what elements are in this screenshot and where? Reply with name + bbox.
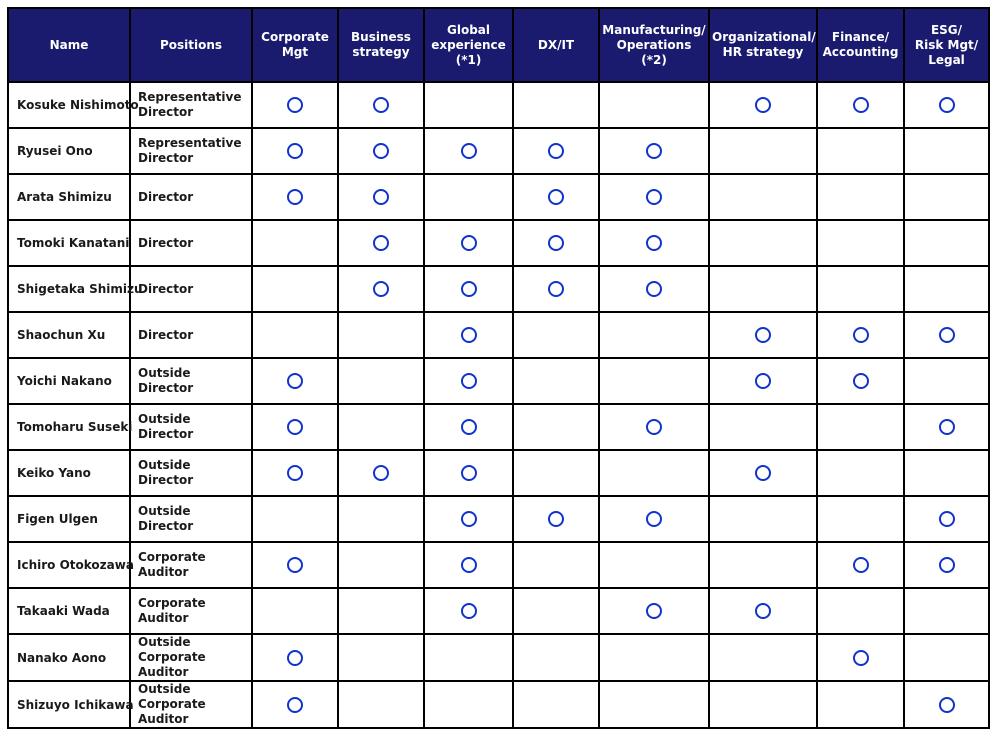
skill-cell-organizational-hr-strategy <box>709 358 817 404</box>
skill-cell-esg-risk-legal <box>904 634 989 681</box>
skill-cell-finance-accounting <box>817 220 904 266</box>
table-row <box>8 496 989 542</box>
skill-check-circle-icon <box>461 603 477 619</box>
skill-cell-global-experience <box>424 128 513 174</box>
skill-cell-organizational-hr-strategy <box>709 634 817 681</box>
member-name: Kosuke Nishimoto <box>8 82 130 128</box>
skill-cell-organizational-hr-strategy <box>709 681 817 728</box>
skill-cell-finance-accounting <box>817 82 904 128</box>
skill-cell-global-experience <box>424 404 513 450</box>
skill-cell-manufacturing-operations <box>599 404 709 450</box>
skill-check-circle-icon <box>646 143 662 159</box>
skill-check-circle-icon <box>939 419 955 435</box>
skill-cell-corporate-mgt <box>252 404 338 450</box>
skill-check-circle-icon <box>461 235 477 251</box>
skill-cell-esg-risk-legal <box>904 404 989 450</box>
skill-cell-organizational-hr-strategy <box>709 266 817 312</box>
skill-cell-business-strategy <box>338 128 424 174</box>
skill-cell-corporate-mgt <box>252 266 338 312</box>
skill-cell-dx-it <box>513 542 599 588</box>
member-position: Corporate Auditor <box>130 588 252 634</box>
member-name: Shaochun Xu <box>8 312 130 358</box>
skill-cell-esg-risk-legal <box>904 588 989 634</box>
skill-check-circle-icon <box>287 419 303 435</box>
skill-cell-esg-risk-legal <box>904 174 989 220</box>
skill-cell-finance-accounting <box>817 312 904 358</box>
column-header-corporate-mgt: Corporate Mgt <box>252 8 338 82</box>
skill-check-circle-icon <box>461 465 477 481</box>
skill-cell-global-experience <box>424 220 513 266</box>
skill-cell-organizational-hr-strategy <box>709 542 817 588</box>
skill-check-circle-icon <box>853 97 869 113</box>
member-position: Outside Corporate Auditor <box>130 634 252 681</box>
skill-check-circle-icon <box>755 465 771 481</box>
skill-cell-global-experience <box>424 496 513 542</box>
skill-cell-corporate-mgt <box>252 634 338 681</box>
skill-cell-business-strategy <box>338 496 424 542</box>
skill-check-circle-icon <box>287 650 303 666</box>
skill-check-circle-icon <box>373 235 389 251</box>
table-row <box>8 358 989 404</box>
skill-cell-business-strategy <box>338 312 424 358</box>
skill-check-circle-icon <box>461 511 477 527</box>
skill-cell-manufacturing-operations <box>599 174 709 220</box>
skill-cell-global-experience <box>424 174 513 220</box>
skill-cell-dx-it <box>513 634 599 681</box>
column-header-esg-risk-legal: ESG/ Risk Mgt/ Legal <box>904 8 989 82</box>
skill-cell-dx-it <box>513 588 599 634</box>
member-name: Arata Shimizu <box>8 174 130 220</box>
skill-cell-finance-accounting <box>817 266 904 312</box>
table-row <box>8 128 989 174</box>
skill-cell-organizational-hr-strategy <box>709 220 817 266</box>
member-position: Director <box>130 174 252 220</box>
skill-check-circle-icon <box>646 189 662 205</box>
table-row <box>8 82 989 128</box>
table-row <box>8 266 989 312</box>
skill-cell-corporate-mgt <box>252 542 338 588</box>
skill-cell-dx-it <box>513 220 599 266</box>
column-header-manufacturing-operations: Manufacturing/ Operations (*2) <box>599 8 709 82</box>
table-row <box>8 634 989 681</box>
skill-check-circle-icon <box>853 557 869 573</box>
skill-check-circle-icon <box>939 327 955 343</box>
skill-cell-dx-it <box>513 128 599 174</box>
skill-check-circle-icon <box>461 419 477 435</box>
skill-cell-dx-it <box>513 174 599 220</box>
skill-cell-corporate-mgt <box>252 681 338 728</box>
skill-cell-global-experience <box>424 82 513 128</box>
skill-check-circle-icon <box>287 143 303 159</box>
member-name: Takaaki Wada <box>8 588 130 634</box>
skill-cell-organizational-hr-strategy <box>709 128 817 174</box>
skill-cell-manufacturing-operations <box>599 82 709 128</box>
member-position: Outside Director <box>130 358 252 404</box>
member-position: Outside Director <box>130 404 252 450</box>
skill-cell-organizational-hr-strategy <box>709 82 817 128</box>
skill-cell-corporate-mgt <box>252 496 338 542</box>
skill-cell-global-experience <box>424 588 513 634</box>
skill-check-circle-icon <box>287 189 303 205</box>
skill-cell-manufacturing-operations <box>599 312 709 358</box>
skill-cell-corporate-mgt <box>252 174 338 220</box>
skill-check-circle-icon <box>373 465 389 481</box>
skill-check-circle-icon <box>461 143 477 159</box>
skill-cell-manufacturing-operations <box>599 542 709 588</box>
skill-cell-finance-accounting <box>817 634 904 681</box>
skill-check-circle-icon <box>939 557 955 573</box>
skill-cell-corporate-mgt <box>252 128 338 174</box>
member-name: Ryusei Ono <box>8 128 130 174</box>
skill-cell-business-strategy <box>338 681 424 728</box>
skill-check-circle-icon <box>755 603 771 619</box>
skill-cell-global-experience <box>424 542 513 588</box>
table-body <box>8 82 989 728</box>
skill-cell-finance-accounting <box>817 588 904 634</box>
skill-cell-corporate-mgt <box>252 220 338 266</box>
skill-check-circle-icon <box>548 235 564 251</box>
skill-cell-business-strategy <box>338 634 424 681</box>
member-name: Tomoharu Suseki <box>8 404 130 450</box>
skill-cell-organizational-hr-strategy <box>709 404 817 450</box>
skill-cell-esg-risk-legal <box>904 128 989 174</box>
skill-cell-dx-it <box>513 681 599 728</box>
skill-check-circle-icon <box>646 281 662 297</box>
skill-cell-dx-it <box>513 496 599 542</box>
skill-check-circle-icon <box>287 373 303 389</box>
skill-check-circle-icon <box>646 235 662 251</box>
column-header-finance-accounting: Finance/ Accounting <box>817 8 904 82</box>
column-header-dx-it: DX/IT <box>513 8 599 82</box>
skill-check-circle-icon <box>461 281 477 297</box>
skill-check-circle-icon <box>755 327 771 343</box>
member-position: Director <box>130 266 252 312</box>
skill-cell-business-strategy <box>338 266 424 312</box>
skill-check-circle-icon <box>373 97 389 113</box>
skill-cell-global-experience <box>424 358 513 404</box>
skill-check-circle-icon <box>548 281 564 297</box>
member-name: Nanako Aono <box>8 634 130 681</box>
member-position: Outside Director <box>130 450 252 496</box>
skill-cell-dx-it <box>513 266 599 312</box>
table-row <box>8 588 989 634</box>
member-position: Outside Director <box>130 496 252 542</box>
skill-cell-finance-accounting <box>817 542 904 588</box>
skill-cell-finance-accounting <box>817 404 904 450</box>
skill-cell-global-experience <box>424 266 513 312</box>
skill-cell-finance-accounting <box>817 681 904 728</box>
table-row <box>8 681 989 728</box>
table-row <box>8 312 989 358</box>
skill-cell-business-strategy <box>338 450 424 496</box>
table-row <box>8 542 989 588</box>
skill-check-circle-icon <box>646 419 662 435</box>
skill-check-circle-icon <box>853 373 869 389</box>
skill-check-circle-icon <box>373 189 389 205</box>
skill-check-circle-icon <box>939 697 955 713</box>
skill-check-circle-icon <box>853 327 869 343</box>
skill-cell-business-strategy <box>338 220 424 266</box>
skill-check-circle-icon <box>373 281 389 297</box>
skill-check-circle-icon <box>939 511 955 527</box>
skill-check-circle-icon <box>461 557 477 573</box>
skill-cell-manufacturing-operations <box>599 450 709 496</box>
skill-cell-manufacturing-operations <box>599 220 709 266</box>
skill-cell-manufacturing-operations <box>599 496 709 542</box>
skill-cell-global-experience <box>424 312 513 358</box>
skill-check-circle-icon <box>373 143 389 159</box>
skill-cell-finance-accounting <box>817 128 904 174</box>
column-header-organizational-hr-strategy: Organizational/ HR strategy <box>709 8 817 82</box>
skill-cell-business-strategy <box>338 174 424 220</box>
skill-cell-organizational-hr-strategy <box>709 450 817 496</box>
member-name: Keiko Yano <box>8 450 130 496</box>
table-row <box>8 404 989 450</box>
skill-cell-manufacturing-operations <box>599 588 709 634</box>
skill-cell-dx-it <box>513 404 599 450</box>
skill-cell-business-strategy <box>338 358 424 404</box>
skill-check-circle-icon <box>853 650 869 666</box>
skill-cell-global-experience <box>424 450 513 496</box>
skill-cell-manufacturing-operations <box>599 266 709 312</box>
member-position: Outside Corporate Auditor <box>130 681 252 728</box>
skill-cell-manufacturing-operations <box>599 128 709 174</box>
skill-check-circle-icon <box>548 189 564 205</box>
skill-cell-esg-risk-legal <box>904 312 989 358</box>
skill-cell-global-experience <box>424 681 513 728</box>
skill-cell-esg-risk-legal <box>904 82 989 128</box>
skill-cell-corporate-mgt <box>252 450 338 496</box>
table-row <box>8 450 989 496</box>
skill-cell-dx-it <box>513 312 599 358</box>
skill-cell-organizational-hr-strategy <box>709 312 817 358</box>
member-name: Tomoki Kanatani <box>8 220 130 266</box>
member-name: Ichiro Otokozawa <box>8 542 130 588</box>
skill-cell-business-strategy <box>338 404 424 450</box>
skill-check-circle-icon <box>646 511 662 527</box>
member-name: Figen Ulgen <box>8 496 130 542</box>
skill-cell-corporate-mgt <box>252 358 338 404</box>
skills-matrix <box>7 7 990 729</box>
skill-check-circle-icon <box>287 557 303 573</box>
skill-cell-dx-it <box>513 358 599 404</box>
skill-cell-business-strategy <box>338 588 424 634</box>
skill-cell-dx-it <box>513 82 599 128</box>
skills-matrix-table <box>7 7 990 729</box>
skill-cell-esg-risk-legal <box>904 450 989 496</box>
skill-cell-dx-it <box>513 450 599 496</box>
skill-check-circle-icon <box>287 97 303 113</box>
column-header-name: Name <box>8 8 130 82</box>
column-header-business-strategy: Business strategy <box>338 8 424 82</box>
skill-cell-finance-accounting <box>817 358 904 404</box>
skill-cell-esg-risk-legal <box>904 266 989 312</box>
skill-cell-corporate-mgt <box>252 82 338 128</box>
skill-cell-manufacturing-operations <box>599 358 709 404</box>
skill-cell-finance-accounting <box>817 174 904 220</box>
member-position: Representative Director <box>130 128 252 174</box>
header-row <box>8 8 989 82</box>
skill-check-circle-icon <box>548 143 564 159</box>
column-header-position: Positions <box>130 8 252 82</box>
skill-cell-esg-risk-legal <box>904 220 989 266</box>
skill-cell-organizational-hr-strategy <box>709 174 817 220</box>
column-header-global-experience: Global experience (*1) <box>424 8 513 82</box>
skill-check-circle-icon <box>461 327 477 343</box>
skill-cell-esg-risk-legal <box>904 681 989 728</box>
skill-cell-manufacturing-operations <box>599 681 709 728</box>
table-header <box>8 8 989 82</box>
member-position: Director <box>130 220 252 266</box>
skill-cell-esg-risk-legal <box>904 358 989 404</box>
member-position: Corporate Auditor <box>130 542 252 588</box>
member-name: Shizuyo Ichikawa <box>8 681 130 728</box>
skill-cell-corporate-mgt <box>252 312 338 358</box>
skill-cell-esg-risk-legal <box>904 542 989 588</box>
skill-check-circle-icon <box>548 511 564 527</box>
table-row <box>8 174 989 220</box>
member-position: Representative Director <box>130 82 252 128</box>
skill-check-circle-icon <box>287 465 303 481</box>
member-position: Director <box>130 312 252 358</box>
skill-cell-manufacturing-operations <box>599 634 709 681</box>
member-name: Yoichi Nakano <box>8 358 130 404</box>
skill-check-circle-icon <box>939 97 955 113</box>
skill-cell-global-experience <box>424 634 513 681</box>
skill-check-circle-icon <box>755 373 771 389</box>
skill-cell-finance-accounting <box>817 450 904 496</box>
skill-cell-corporate-mgt <box>252 588 338 634</box>
skill-cell-finance-accounting <box>817 496 904 542</box>
skill-check-circle-icon <box>287 697 303 713</box>
table-row <box>8 220 989 266</box>
skill-cell-organizational-hr-strategy <box>709 588 817 634</box>
skill-check-circle-icon <box>646 603 662 619</box>
skill-cell-organizational-hr-strategy <box>709 496 817 542</box>
member-name: Shigetaka Shimizu <box>8 266 130 312</box>
skill-cell-esg-risk-legal <box>904 496 989 542</box>
skill-check-circle-icon <box>461 373 477 389</box>
skill-cell-business-strategy <box>338 82 424 128</box>
skill-check-circle-icon <box>755 97 771 113</box>
skill-cell-business-strategy <box>338 542 424 588</box>
